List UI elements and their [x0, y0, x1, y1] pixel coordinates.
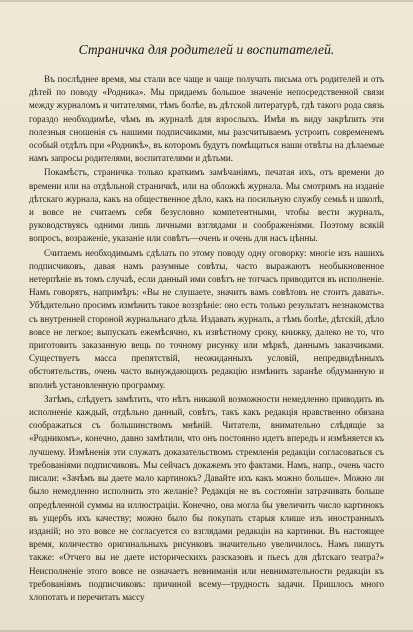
paragraph-2: Покамѣстъ, страничка только краткимъ замѣчаніямъ, печатая ихъ, отъ времени до времени или на отдѣльной страничкѣ, или на обложкѣ журнала. Мы смотримъ на изданіе дѣтскаго журнала, какъ на общественное дѣло, какъ на посильную службу семьѣ и школѣ, и вовсе не считаемъ себя безусловно компетентными, чтобы вести журналъ, руководствуясь одними лишь личными взглядами и соображеніями. Поэтому всякій вопросъ, возраженіе, указаніе или совѣтъ—очень и очень для насъ цѣнны.: [29, 167, 384, 244]
page-title: Страничка для родителей и воспитателей.: [78, 42, 335, 57]
top-edge: [0, 0, 413, 2]
paragraph-4: Затѣмъ, слѣдуетъ замѣтить, что нѣтъ никакой возможности немедленно приводить въ исполненіе каждый, отдѣльно данный, совѣтъ, такъ какъ редакція нравственно обязана соображаться съ большинствомъ мнѣній. Читатели, внимательно слѣдящіе за «Родникомъ», конечно, давно замѣтили, что онъ постоянно идетъ впередъ и измѣняется къ лучшему. Измѣненія эти служатъ доказательствомъ стремленія редакціи согласоваться съ требованіями подписчиковъ. Мы сейчасъ докажемъ это фактами. Намъ, напр., очень часто писали: «Зачѣмъ вы даете мало картинокъ? Давайте ихъ какъ можно больше». Можно ли было немедленно исполнить это желаніе? Редакція не въ состояніи затрачивать больше опредѣленной суммы на иллюстраціи. Конечно, она могла бы увеличить число картинокъ въ ущербъ ихъ качеству; можно было бы покупать старыя клише изъ иностранныхъ изданій; но это вовсе не согласуется со взглядами редакціи на картинки. Въ настоящее время, количество оригинальныхъ рисунковъ значительно увеличилось. Намъ пишутъ также: «Отчего вы не даете историческихъ разсказовъ и пьесъ для дѣтскаго театра?» Неисполненіе этого вовсе не означаетъ невниманія или невнимательности редакціи къ требованіямъ подписчиковъ: причиной всему—трудность задачи. Пришлось много хлопотать и перечитать массу: [29, 393, 384, 602]
body-text: [29, 73, 384, 605]
paragraph-1: Въ послѣднее время, мы стали все чаще и чаще получать письма отъ родителей и отъ дѣтей по поводу «Родника». Мы придаемъ большое значеніе непосредственной связи между журналомъ и читателями, тѣмъ болѣе, въ дѣтской литературѣ, гдѣ такого рода связь гораздо необходимѣе, чѣмъ въ журналѣ для взрослыхъ. Имѣя въ виду закрѣпить эти полезныя сношенія съ нашими подписчиками, мы разсчитываемъ устроить современемъ особый отдѣлъ при «Родникѣ», въ которомъ будутъ помѣщаться наши отвѣты на дѣлаемые намъ запросы родителями, воспитателями и дѣтьми.: [29, 74, 384, 164]
paragraph-3: Считаемъ необходимымъ сдѣлать по этому поводу одну оговорку: многіе изъ нашихъ подписчиковъ, давая намъ разумные совѣты, часто выражаютъ необыкновенное нетерпѣніе въ томъ случаѣ, если данный ими совѣтъ не тотчасъ приводится въ исполненіе. Намъ говорятъ, напримѣръ: «Вы не слушаете, значитъ вамъ совѣтовъ не стоитъ давать». Убѣдительно просимъ измѣнить такое воззрѣніе: оно есть только результатъ незнакомства съ внутренней стороной журнальнаго дѣла. Издавать журналъ, а тѣмъ болѣе, дѣтскій, дѣло вовсе не легкое; выпускать ежемѣсячно, къ извѣстному сроку, книжку, далеко не то, что приготовить заказанную вещь по точному рисунку или мѣркѣ, даннымъ заказчиками. Существуетъ масса препятствій, неожиданныхъ условій, непредвидѣнныхъ обстоятельствъ, очень часто вынуждающихъ редакцію измѣнить заранѣе обдуманную и вполнѣ установленную программу.: [29, 247, 384, 390]
